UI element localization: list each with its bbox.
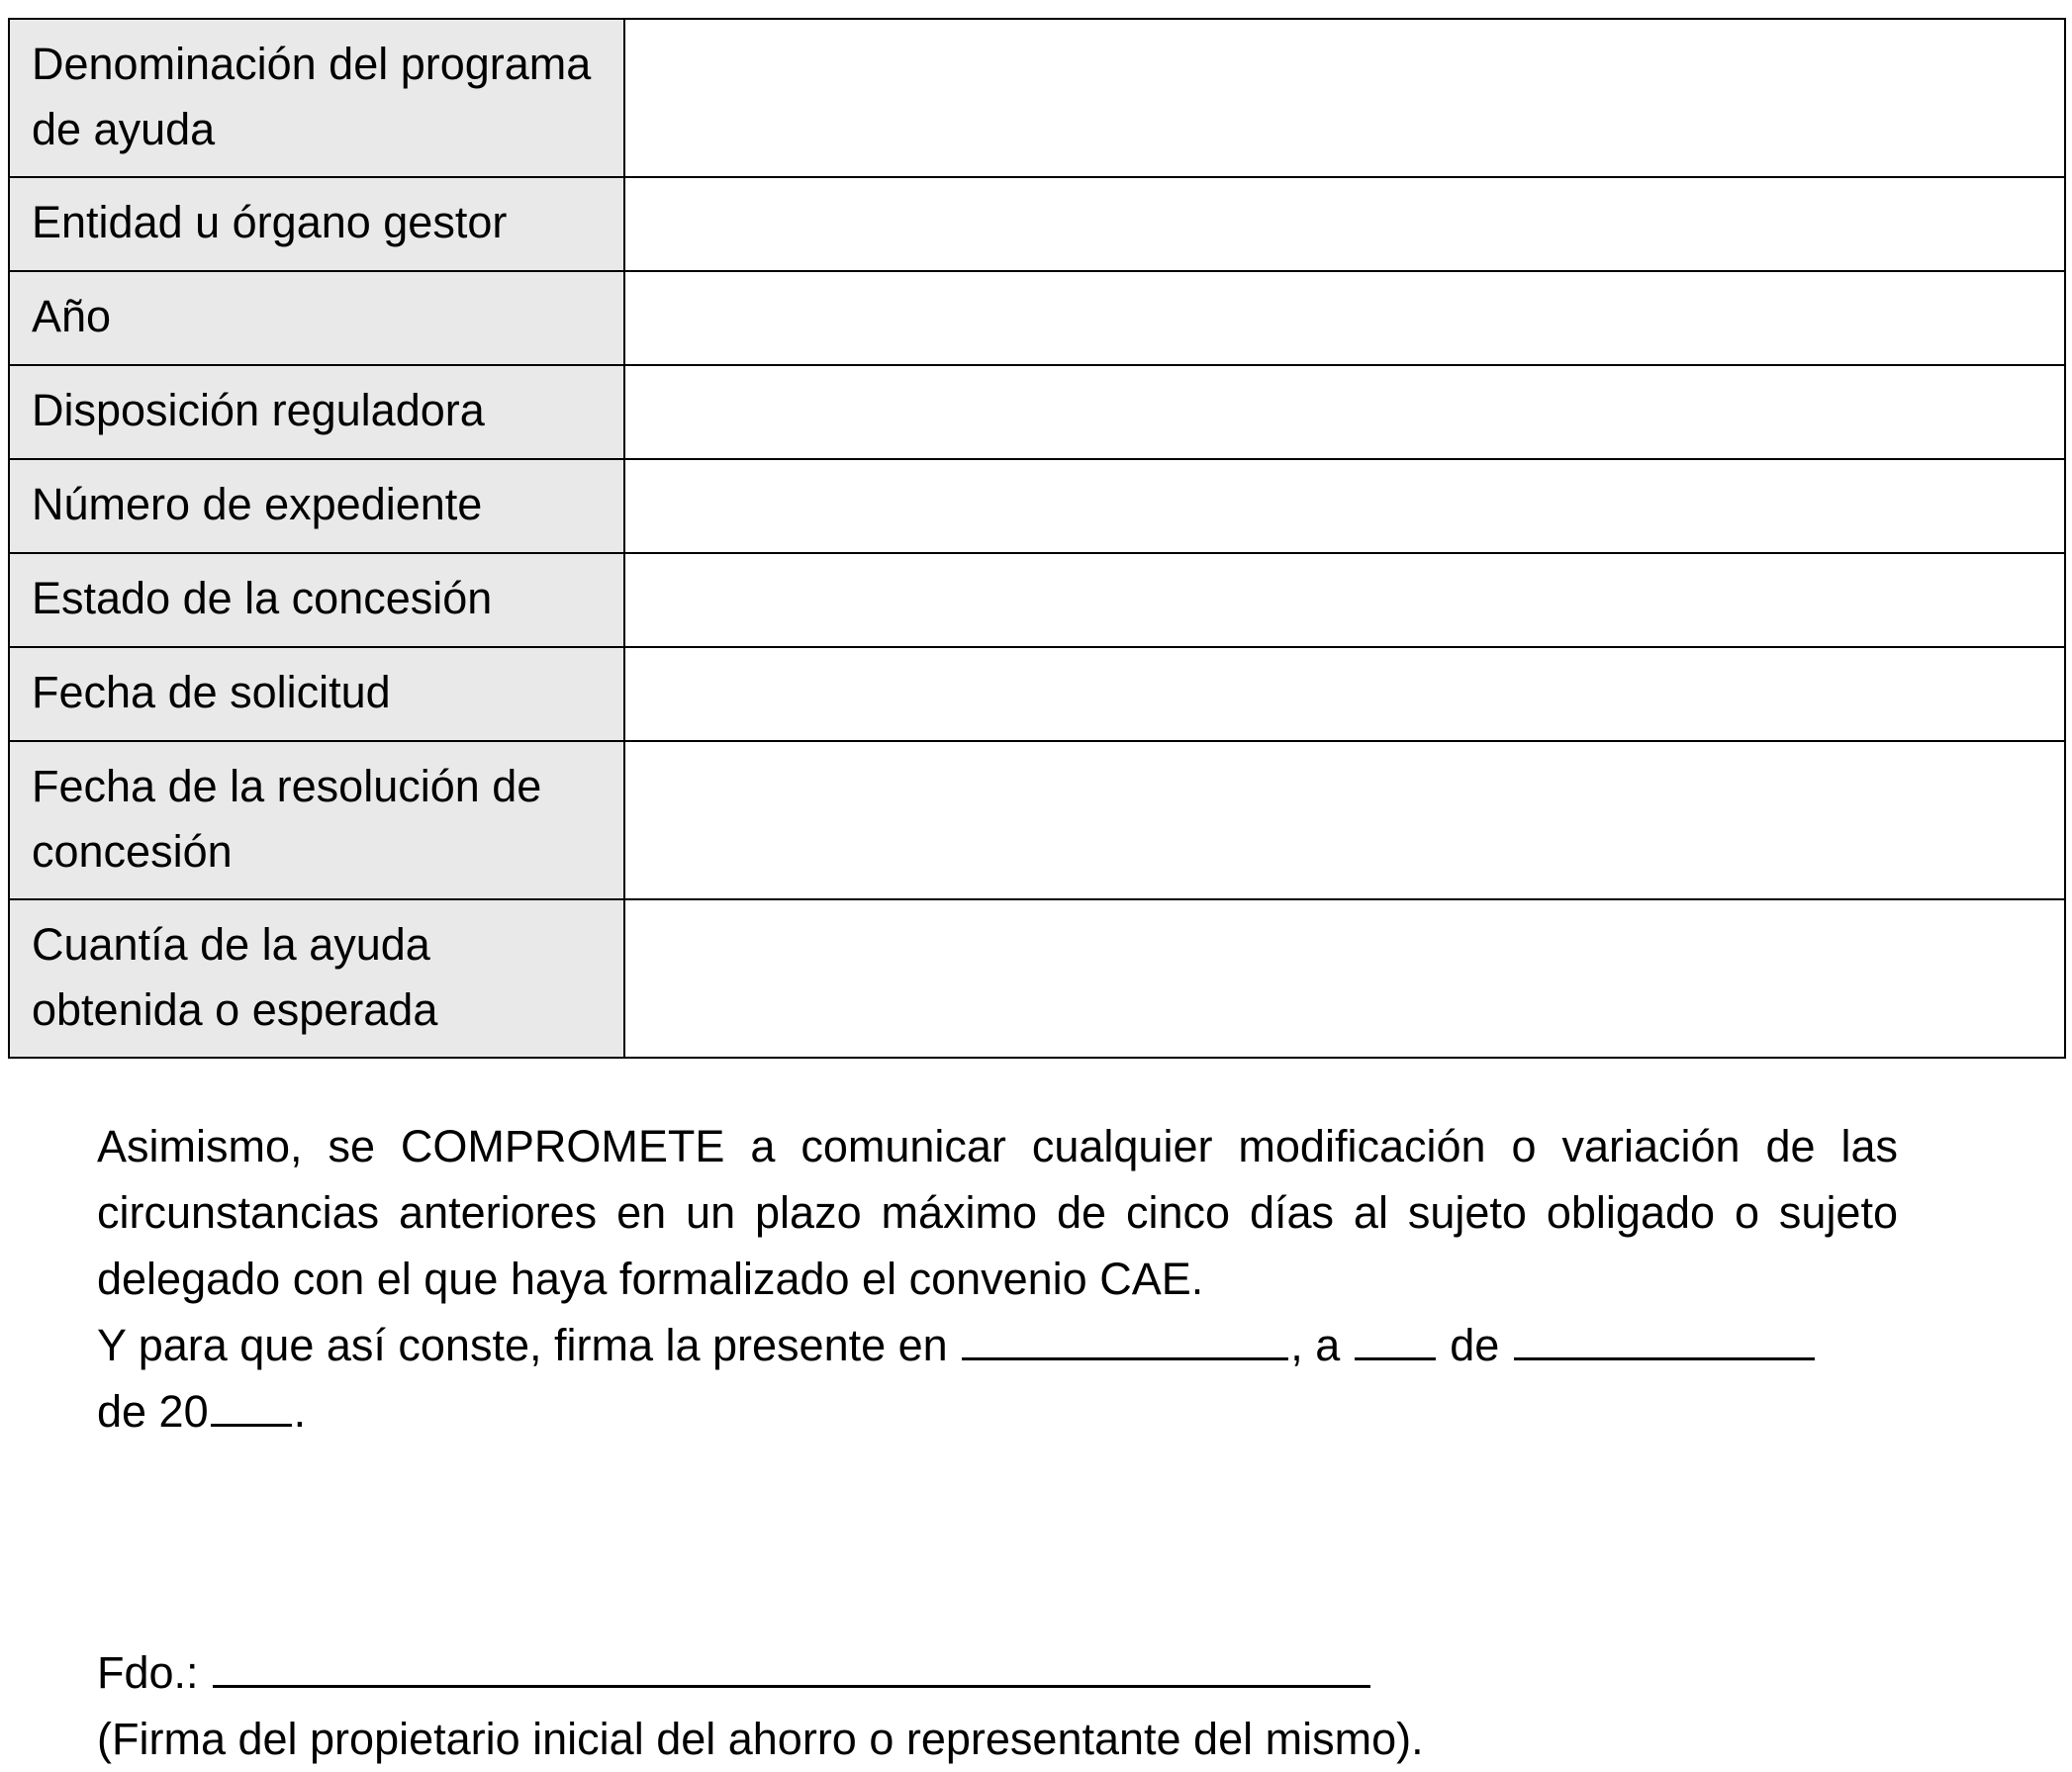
row-value-field[interactable] [624,19,2065,177]
row-value-field[interactable] [624,271,2065,365]
row-label: Fecha de solicitud [9,647,624,741]
table-row [9,177,2065,271]
month-blank-field[interactable] [1514,1318,1815,1360]
row-value-field[interactable] [624,741,2065,899]
table-row [9,459,2065,553]
place-date-comma-a: , a [1290,1320,1341,1370]
table-row [9,19,2065,177]
table-row [9,899,2065,1058]
row-label: Número de expediente [9,459,624,553]
place-date-paragraph [97,1312,1898,1445]
row-label: Cuantía de la ayuda obtenida o esperada [9,899,624,1058]
row-value-field[interactable] [624,553,2065,647]
row-label: Entidad u órgano gestor [9,177,624,271]
table-row [9,365,2065,459]
commitment-paragraph: Asimismo, se COMPROMETE a comunicar cualquier modificación o variación de las circunstancias anteriores en un plazo máximo de cinco días al sujeto obligado o sujeto delegado con el que haya formalizado el convenio CAE. [97,1121,1898,1304]
table-row [9,741,2065,899]
row-label: Año [9,271,624,365]
table-row [9,553,2065,647]
signature-label: Fdo.: [97,1647,199,1698]
place-date-year-prefix: de 20 [97,1386,209,1437]
row-value-field[interactable] [624,459,2065,553]
signature-blank-field[interactable] [213,1645,1370,1688]
row-value-field[interactable] [624,899,2065,1058]
row-value-field[interactable] [624,177,2065,271]
year-blank-field[interactable] [211,1384,292,1427]
place-blank-field[interactable] [962,1318,1288,1360]
signature-line [97,1639,1372,1706]
aid-program-table [8,18,2066,1059]
place-date-de: de [1450,1320,1500,1370]
table-row [9,647,2065,741]
row-label: Disposición reguladora [9,365,624,459]
row-value-field[interactable] [624,647,2065,741]
signature-note: (Firma del propietario inicial del ahorro o representante del mismo). [97,1714,1424,1764]
place-date-end: . [293,1386,307,1437]
row-label: Fecha de la resolución de concesión [9,741,624,899]
row-label: Estado de la concesión [9,553,624,647]
day-blank-field[interactable] [1355,1318,1436,1360]
place-date-prefix: Y para que así conste, firma la presente en [97,1320,948,1370]
table-row [9,271,2065,365]
row-value-field[interactable] [624,365,2065,459]
row-label: Denominación del programa de ayuda [9,19,624,177]
